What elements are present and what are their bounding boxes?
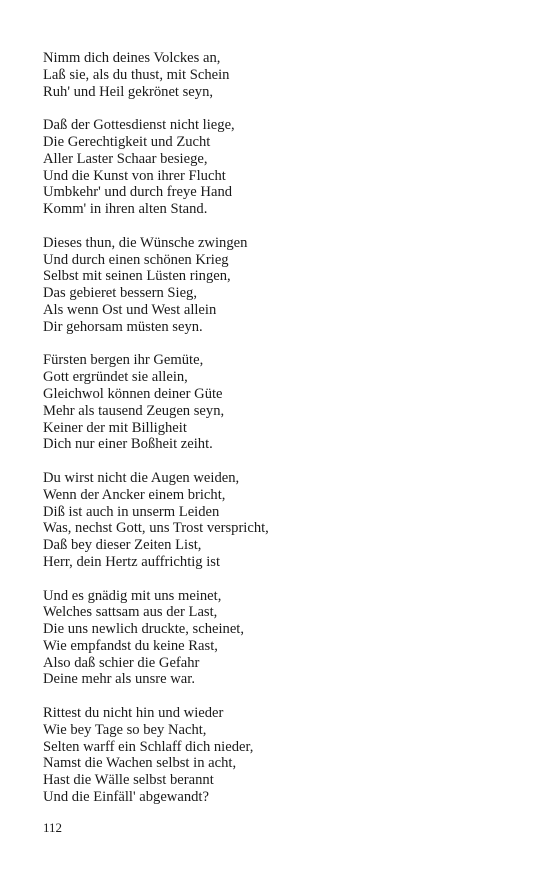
stanza-3 <box>43 235 523 336</box>
verse-line: Gott ergründet sie allein, <box>43 369 188 386</box>
poem-text-block <box>43 50 523 823</box>
stanza-6 <box>43 588 523 689</box>
verse-line: Aller Laster Schaar besiege, <box>43 150 208 167</box>
verse-line: Namst die Wachen selbst in acht, <box>43 755 237 772</box>
verse-line: Als wenn Ost und West allein <box>43 301 217 318</box>
verse-line: Und es gnädig mit uns meinet, <box>43 587 222 604</box>
verse-line: Wie bey Tage so bey Nacht, <box>43 721 207 738</box>
verse-line: Keiner der mit Billigheit <box>43 419 187 436</box>
verse-line: Fürsten bergen ihr Gemüte, <box>43 352 204 369</box>
verse-line: Du wirst nicht die Augen weiden, <box>43 469 240 486</box>
verse-line: Dich nur einer Boßheit zeiht. <box>43 436 213 453</box>
stanza-1 <box>43 50 523 100</box>
verse-line: Dir gehorsam müsten seyn. <box>43 318 203 335</box>
verse-line: Hast die Wälle selbst berannt <box>43 772 214 789</box>
verse-line: Das gebieret bessern Sieg, <box>43 285 197 302</box>
verse-line: Selten warff ein Schlaff dich nieder, <box>43 738 254 755</box>
verse-line: Wenn der Ancker einem bricht, <box>43 486 226 503</box>
verse-line: Die uns newlich druckte, scheinet, <box>43 621 245 638</box>
stanza-2 <box>43 117 523 218</box>
verse-line: Wie empfandst du keine Rast, <box>43 637 218 654</box>
verse-line: Herr, dein Hertz auffrichtig ist <box>43 553 221 570</box>
verse-line: Welches sattsam aus der Last, <box>43 604 218 621</box>
verse-line: Diß ist auch in unserm Leiden <box>43 503 220 520</box>
verse-line: Deine mehr als unsre war. <box>43 671 195 688</box>
verse-line: Komm' in ihren alten Stand. <box>43 201 208 218</box>
verse-line: Gleichwol können deiner Güte <box>43 385 223 402</box>
verse-line: Daß der Gottesdienst nicht liege, <box>43 117 235 134</box>
verse-line: Ruh' und Heil gekrönet seyn, <box>43 83 214 100</box>
verse-line: Rittest du nicht hin und wieder <box>43 705 224 722</box>
verse-line: Und durch einen schönen Krieg <box>43 251 229 268</box>
verse-line: Die Gerechtigkeit und Zucht <box>43 133 211 150</box>
verse-line: Also daß schier die Gefahr <box>43 654 200 671</box>
verse-line: Selbst mit seinen Lüsten ringen, <box>43 268 231 285</box>
verse-line: Und die Kunst von ihrer Flucht <box>43 167 226 184</box>
page-number: 112 <box>43 820 63 835</box>
verse-line: Was, nechst Gott, uns Trost verspricht, <box>43 520 269 537</box>
verse-line: Dieses thun, die Wünsche zwingen <box>43 234 248 251</box>
verse-line: Nimm dich deines Volckes an, <box>43 50 221 66</box>
stanza-4 <box>43 352 523 453</box>
stanza-7 <box>43 705 523 806</box>
verse-line: Mehr als tausend Zeugen seyn, <box>43 402 225 419</box>
verse-line: Laß sie, als du thust, mit Schein <box>43 66 230 83</box>
stanza-5 <box>43 470 523 571</box>
verse-line: Daß bey dieser Zeiten List, <box>43 537 202 554</box>
verse-line: Umbkehr' und durch freye Hand <box>43 184 233 201</box>
verse-line: Und die Einfäll' abgewandt? <box>43 789 209 806</box>
